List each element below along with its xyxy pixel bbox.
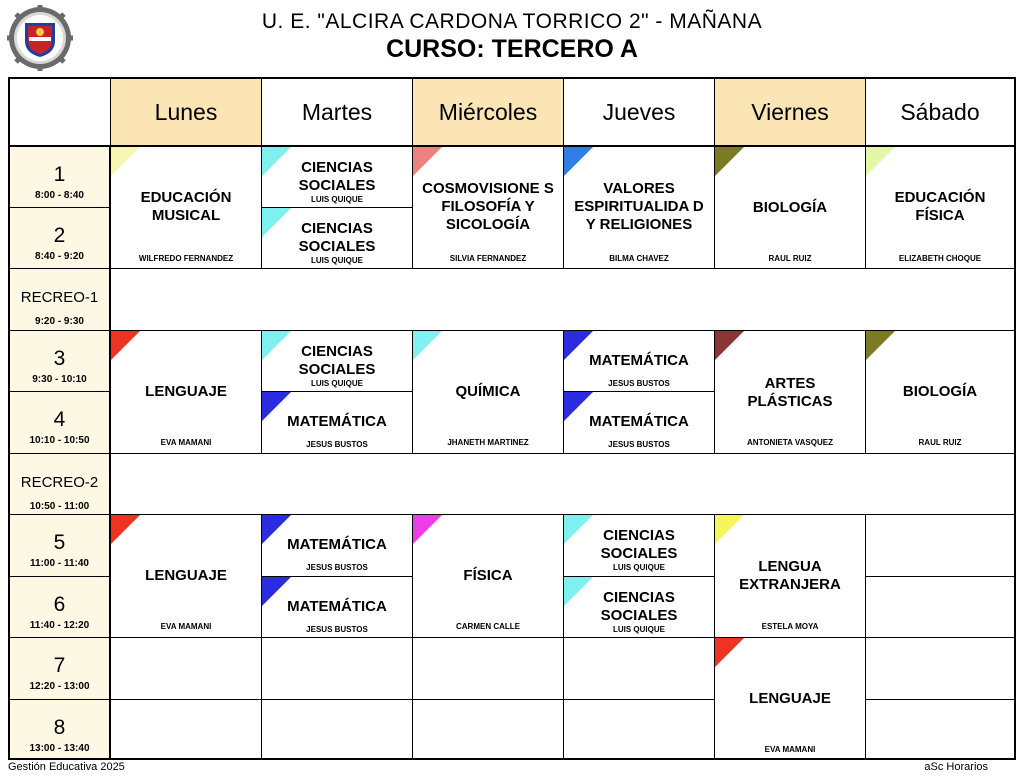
lesson-cell[interactable] [262,577,413,638]
course-title: CURSO: TERCERO A [386,35,638,63]
recreo-1-band [111,269,1014,331]
day-header-jueves [564,79,715,147]
period-recreo-1 [10,269,111,331]
period-time: 11:00 - 11:40 [30,558,89,569]
empty-cell[interactable] [262,638,413,700]
lesson-cell[interactable] [564,147,715,269]
day-label: Miércoles [438,98,538,125]
lesson-cell[interactable] [262,515,413,577]
subject-name: MATEMÁTICA [287,413,387,430]
teacher-name: RAUL RUIZ [918,438,962,447]
subject-color-marker [111,147,140,176]
subject-color-marker [413,147,442,176]
period-6 [10,577,111,638]
empty-cell[interactable] [111,700,262,758]
period-3 [10,331,111,392]
lesson-cell[interactable] [715,331,866,454]
teacher-name: LUIS QUIQUE [612,625,665,634]
period-8 [10,700,111,758]
recreo-2-band [111,454,1014,515]
subject-color-marker [715,638,744,667]
lesson-cell[interactable] [262,392,413,454]
subject-color-marker [413,331,442,360]
day-header-lunes [111,79,262,147]
lesson-cell[interactable] [262,208,413,269]
lesson-cell[interactable] [715,147,866,269]
subject-name: MATEMÁTICA [589,413,689,430]
lesson-cell[interactable] [111,331,262,454]
subject-name: VALORES ESPIRITUALIDA D Y RELIGIONES [574,180,704,233]
day-label: Sábado [900,98,980,125]
footer-left-text: Gestión Educativa 2025 [8,761,125,773]
empty-cell[interactable] [866,638,1014,700]
period-number: 8 [53,716,66,739]
day-label: Martes [301,98,373,125]
teacher-name: JESUS BUSTOS [306,440,368,449]
period-number: 6 [53,593,66,616]
teacher-name: JHANETH MARTINEZ [447,438,529,447]
period-recreo-2 [10,454,111,515]
lesson-cell[interactable] [564,577,715,638]
period-7 [10,638,111,700]
lesson-cell[interactable] [866,331,1014,454]
empty-cell[interactable] [564,638,715,700]
teacher-name: RAUL RUIZ [768,254,812,263]
subject-name: LENGUA EXTRANJERA [739,558,841,593]
empty-cell[interactable] [564,700,715,758]
day-header-sabado [866,79,1014,147]
subject-color-marker [715,147,744,176]
period-name: RECREO-1 [20,289,99,306]
subject-color-marker [866,331,895,360]
lesson-cell[interactable] [564,392,715,454]
period-time: 10:10 - 10:50 [29,435,90,446]
teacher-name: JESUS BUSTOS [608,379,670,388]
subject-name: EDUCACIÓN FÍSICA [894,189,986,224]
subject-name: CIENCIAS SOCIALES [600,527,678,562]
subject-color-marker [111,515,140,544]
teacher-name: CARMEN CALLE [456,622,520,631]
empty-cell[interactable] [866,700,1014,758]
period-number: 5 [53,531,66,554]
teacher-name: EVA MAMANI [764,745,816,754]
teacher-name: LUIS QUIQUE [310,379,363,388]
header-corner [10,79,111,147]
subject-color-marker [564,147,593,176]
lesson-cell[interactable] [715,638,866,758]
school-title: U. E. "ALCIRA CARDONA TORRICO 2" - MAÑANA [261,10,763,33]
lesson-cell[interactable] [262,147,413,208]
day-label: Lunes [154,98,218,125]
subject-name: QUÍMICA [455,383,521,400]
empty-cell[interactable] [413,638,564,700]
period-number: 7 [53,654,66,677]
lesson-cell[interactable] [111,515,262,638]
period-time: 10:50 - 11:00 [29,501,90,512]
period-2 [10,208,111,269]
teacher-name: EVA MAMANI [160,438,212,447]
lesson-cell[interactable] [111,147,262,269]
subject-color-marker [715,331,744,360]
subject-name: CIENCIAS SOCIALES [298,343,376,378]
day-label: Jueves [602,98,676,125]
lesson-cell[interactable] [866,147,1014,269]
teacher-name: JESUS BUSTOS [306,563,368,572]
period-time: 8:40 - 9:20 [35,251,84,262]
subject-name: ARTES PLÁSTICAS [747,375,833,410]
subject-name: FÍSICA [463,567,513,584]
teacher-name: SILVIA FERNANDEZ [449,254,527,263]
subject-color-marker [111,331,140,360]
period-time: 9:20 - 9:30 [35,316,84,327]
day-header-viernes [715,79,866,147]
subject-name: CIENCIAS SOCIALES [600,589,678,624]
teacher-name: LUIS QUIQUE [612,563,665,572]
period-time: 9:30 - 10:10 [32,374,87,385]
subject-color-marker [413,515,442,544]
footer-right-text: aSc Horarios [924,761,988,773]
day-label: Viernes [751,98,829,125]
subject-color-marker [715,515,744,544]
teacher-name: EVA MAMANI [160,622,212,631]
timetable-grid [8,77,1016,760]
teacher-name: WILFREDO FERNANDEZ [138,254,234,263]
subject-name: EDUCACIÓN MUSICAL [140,189,232,224]
teacher-name: ANTONIETA VASQUEZ [747,438,833,447]
subject-name: LENGUAJE [145,567,227,584]
day-header-miercoles [413,79,564,147]
period-time: 8:00 - 8:40 [35,190,84,201]
teacher-name: BILMA CHAVEZ [609,254,669,263]
teacher-name: LUIS QUIQUE [310,256,363,265]
subject-name: CIENCIAS SOCIALES [298,220,376,255]
empty-cell[interactable] [866,577,1014,638]
teacher-name: JESUS BUSTOS [306,625,368,634]
day-header-martes [262,79,413,147]
lesson-cell[interactable] [564,515,715,577]
period-number: 1 [53,163,66,186]
period-number: 3 [53,347,66,370]
lesson-cell[interactable] [564,331,715,392]
empty-cell[interactable] [413,700,564,758]
lesson-cell[interactable] [715,515,866,638]
subject-name: MATEMÁTICA [589,352,689,369]
period-time: 13:00 - 13:40 [29,743,90,754]
lesson-cell[interactable] [413,515,564,638]
subject-name: CIENCIAS SOCIALES [298,159,376,194]
subject-name: BIOLOGÍA [902,383,978,400]
teacher-name: ELIZABETH CHOQUE [898,254,982,263]
period-number: 4 [53,408,66,431]
empty-cell[interactable] [262,700,413,758]
subject-name: LENGUAJE [145,383,227,400]
period-time: 12:20 - 13:00 [29,681,90,692]
period-time: 11:40 - 12:20 [29,620,90,631]
empty-cell[interactable] [111,638,262,700]
teacher-name: JESUS BUSTOS [608,440,670,449]
empty-cell[interactable] [866,515,1014,577]
teacher-name: ESTELA MOYA [761,622,819,631]
lesson-cell[interactable] [262,331,413,392]
subject-name: COSMOVISIONE S FILOSOFÍA Y SICOLOGÍA [422,180,554,233]
teacher-name: LUIS QUIQUE [310,195,363,204]
period-5 [10,515,111,577]
lesson-cell[interactable] [413,147,564,269]
subject-name: BIOLOGÍA [752,199,828,216]
subject-color-marker [866,147,895,176]
lesson-cell[interactable] [413,331,564,454]
period-number: 2 [53,224,66,247]
period-1 [10,147,111,208]
subject-name: MATEMÁTICA [287,536,387,553]
period-4 [10,392,111,454]
subject-name: MATEMÁTICA [287,598,387,615]
subject-name: LENGUAJE [749,690,831,707]
period-name: RECREO-2 [20,474,99,491]
